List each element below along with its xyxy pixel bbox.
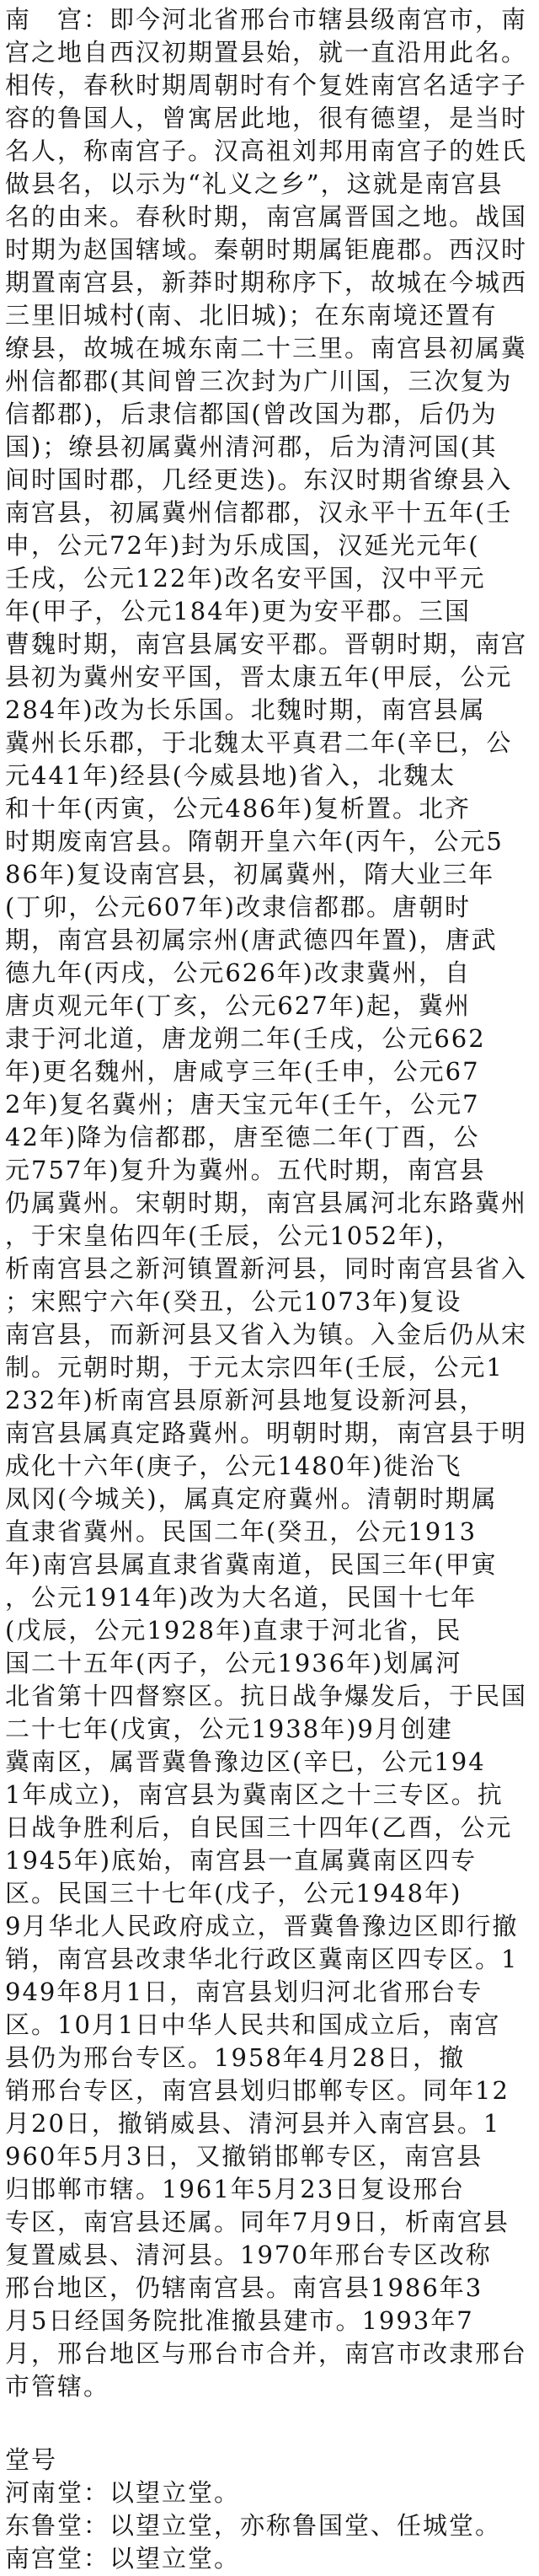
text-line: 284年)改为长乐国。北魏时期，南宫县属	[5, 695, 486, 724]
text-line: 期置南宫县，新莽时期称序下，故城在今城西	[5, 268, 528, 297]
text-line: 直隶省冀州。民国二年(癸丑，公元1913	[5, 1517, 478, 1546]
text-line: ，于宋皇佑四年(壬辰，公元1052年)，	[5, 1221, 462, 1250]
text-line: 间时国时郡，几经更迭)。东汉时期省缭县入	[5, 465, 513, 494]
section-heading: 堂号	[5, 2445, 58, 2474]
text-line: (丁卯，公元607年)改隶信都郡。唐朝时	[5, 893, 471, 921]
text-line: 制。元朝时期，于元太宗四年(壬辰，公元1	[5, 1353, 504, 1382]
text-line: 冀南区，属晋冀鲁豫边区(辛巳，公元194	[5, 1747, 486, 1776]
text-line: 国二十五年(丙子，公元1936年)划属河	[5, 1649, 462, 1677]
text-line: 国)；缭县初属冀州清河郡，后为清河国(其	[5, 432, 498, 461]
text-line: 元757年)复升为冀州。五代时期，南宫县	[5, 1156, 486, 1184]
text-line: 名的由来。春秋时期，南宫属晋国之地。战国	[5, 202, 528, 231]
text-line: 南宫县属真定路冀州。明朝时期，南宫县于明	[5, 1419, 528, 1447]
text-line: 232年)析南宫县原新河县地复设新河县，	[5, 1386, 486, 1414]
text-line: 南宫县，而新河县又省入为镇。入金后仍从宋	[5, 1320, 528, 1349]
text-line: 名人，称南宫子。汉高祖刘邦用南宫子的姓氏	[5, 137, 528, 165]
text-line: 仍属冀州。宋朝时期，南宫县属河北东路冀州	[5, 1189, 528, 1217]
text-line: 二十七年(戊寅，公元1938年)9月创建	[5, 1715, 453, 1743]
text-line: 年)更名魏州，唐咸亨三年(壬申，公元67	[5, 1057, 480, 1086]
text-line: ，公元1914年)改为大名道，民国十七年	[5, 1583, 478, 1612]
hall-name-item: 东鲁堂：以望立堂，亦称鲁国堂、任城堂。	[5, 2511, 502, 2540]
text-line: 邢台地区，仍辖南宫县。南宫县1986年3	[5, 2273, 483, 2302]
text-line: 专区，南宫县还属。同年7月9日，析南宫县	[5, 2208, 510, 2236]
text-line: 南宫县，初属冀州信都郡，汉永平十五年(壬	[5, 498, 513, 527]
text-line: 析南宫县之新河镇置新河县，同时南宫县省入	[5, 1254, 528, 1283]
text-line: 南 宫：即今河北省邢台市辖县级南宫市，南	[5, 5, 528, 34]
text-line: 86年)复设南宫县，初属冀州，隋大业三年	[5, 860, 495, 888]
section-spacer	[5, 2403, 536, 2444]
text-line: 949年8月1日，南宫县划归河北省邢台专	[5, 1978, 483, 2006]
text-line: 月20日，撤销威县、清河县并入南宫县。1	[5, 2109, 501, 2138]
text-line: 960年5月3日，又撤销邯郸专区，南宫县	[5, 2142, 483, 2171]
text-line: 时期废南宫县。隋朝开皇六年(丙午，公元5	[5, 827, 504, 856]
text-line: 壬戌，公元122年)改名安平国，汉中平元	[5, 564, 486, 593]
hall-names-section	[5, 2444, 536, 2575]
text-line: 州信都郡(其间曾三次封为广川国，三次复为	[5, 367, 513, 395]
text-line: 9月华北人民政府成立，晋冀鲁豫边区即行撤	[5, 1912, 519, 1940]
text-line: 区。民国三十七年(戊子，公元1948年)	[5, 1879, 462, 1908]
text-line: 缭县，故城在城东南二十三里。南宫县初属冀	[5, 334, 528, 362]
text-line: 凤冈(今城关)，属真定府冀州。清朝时期属	[5, 1484, 498, 1513]
history-text	[5, 3, 536, 2403]
text-line: 隶于河北道，唐龙朔二年(壬戌，公元662	[5, 1024, 486, 1053]
text-line: 期，南宫县初属宗州(唐武德四年置)，唐武	[5, 926, 498, 954]
text-line: 销，南宫县改隶华北行政区冀南区四专区。1	[5, 1945, 519, 1973]
text-line: 元441年)经县(今威县地)省入，北魏太	[5, 761, 456, 790]
text-line: 做县名，以示为“礼义之乡”，这就是南宫县	[5, 169, 504, 198]
text-line: 销邢台专区，南宫县划归邯郸专区。同年12	[5, 2076, 510, 2105]
text-line: ；宋熙宁六年(癸丑，公元1073年)复设	[5, 1287, 462, 1316]
hall-name-item: 南宫堂：以望立堂。	[5, 2544, 241, 2573]
text-line: 归邯郸市辖。1961年5月23日复设邢台	[5, 2175, 466, 2203]
hall-name-item: 河南堂：以望立堂。	[5, 2478, 241, 2507]
text-line: 区。10月1日中华人民共和国成立后，南宫	[5, 2010, 501, 2039]
text-line: 1年成立)，南宫县为冀南区之十三专区。抗	[5, 1780, 504, 1809]
text-line: 成化十六年(庚子，公元1480年)徙治飞	[5, 1452, 462, 1480]
text-line: 和十年(丙寅，公元486年)复析置。北齐	[5, 794, 471, 823]
text-line: 2年)复名冀州；唐天宝元年(壬午，公元7	[5, 1090, 480, 1119]
text-line: 冀州长乐郡，于北魏太平真君二年(辛巳，公	[5, 728, 513, 757]
text-line: 年)南宫县属直隶省冀南道，民国三年(甲寅	[5, 1550, 498, 1579]
text-line: 宫之地自西汉初期置县始，就一直沿用此名。	[5, 38, 528, 67]
text-line: 复置威县、清河县。1970年邢台专区改称	[5, 2241, 492, 2269]
text-line: 容的鲁国人，曾寓居此地，很有德望，是当时	[5, 104, 528, 132]
text-line: 月，邢台地区与邢台市合并，南宫市改隶邢台	[5, 2339, 528, 2368]
text-line: 年(甲子，公元184年)更为安平郡。三国	[5, 597, 471, 625]
text-line: 相传，春秋时期周朝时有个复姓南宫名适字子	[5, 71, 528, 99]
text-line: 时期为赵国辖域。秦朝时期属钜鹿郡。西汉时	[5, 235, 528, 264]
text-line: 三里旧城村(南、北旧城)；在东南境还置有	[5, 301, 498, 330]
text-line: 县仍为邢台专区。1958年4月28日，撤	[5, 2043, 466, 2072]
text-line: 北省第十四督察区。抗日战争爆发后，于民国	[5, 1682, 528, 1710]
text-line: 申，公元72年)封为乐成国，汉延光元年(	[5, 531, 480, 560]
text-line: 曹魏时期，南宫县属安平郡。晋朝时期，南宫	[5, 630, 528, 658]
text-line: 县初为冀州安平国，晋太康五年(甲辰，公元	[5, 663, 513, 691]
text-line: 信都郡)，后隶信都国(曾改国为郡，后仍为	[5, 400, 498, 428]
text-line: 月5日经国务院批准撤县建市。1993年7	[5, 2306, 474, 2335]
text-line: 42年)降为信都郡，唐至德二年(丁酉，公	[5, 1123, 480, 1151]
text-line: 1945年)底始，南宫县一直属冀南区四专	[5, 1846, 478, 1875]
text-line: 唐贞观元年(丁亥，公元627年)起，冀州	[5, 991, 471, 1020]
text-line: 市管辖。	[5, 2372, 110, 2401]
text-line: 德九年(丙戌，公元626年)改隶冀州，自	[5, 958, 471, 987]
text-line: (戊辰，公元1928年)直隶于河北省，民	[5, 1616, 462, 1645]
text-line: 日战争胜利后，自民国三十四年(乙酉，公元	[5, 1813, 513, 1842]
